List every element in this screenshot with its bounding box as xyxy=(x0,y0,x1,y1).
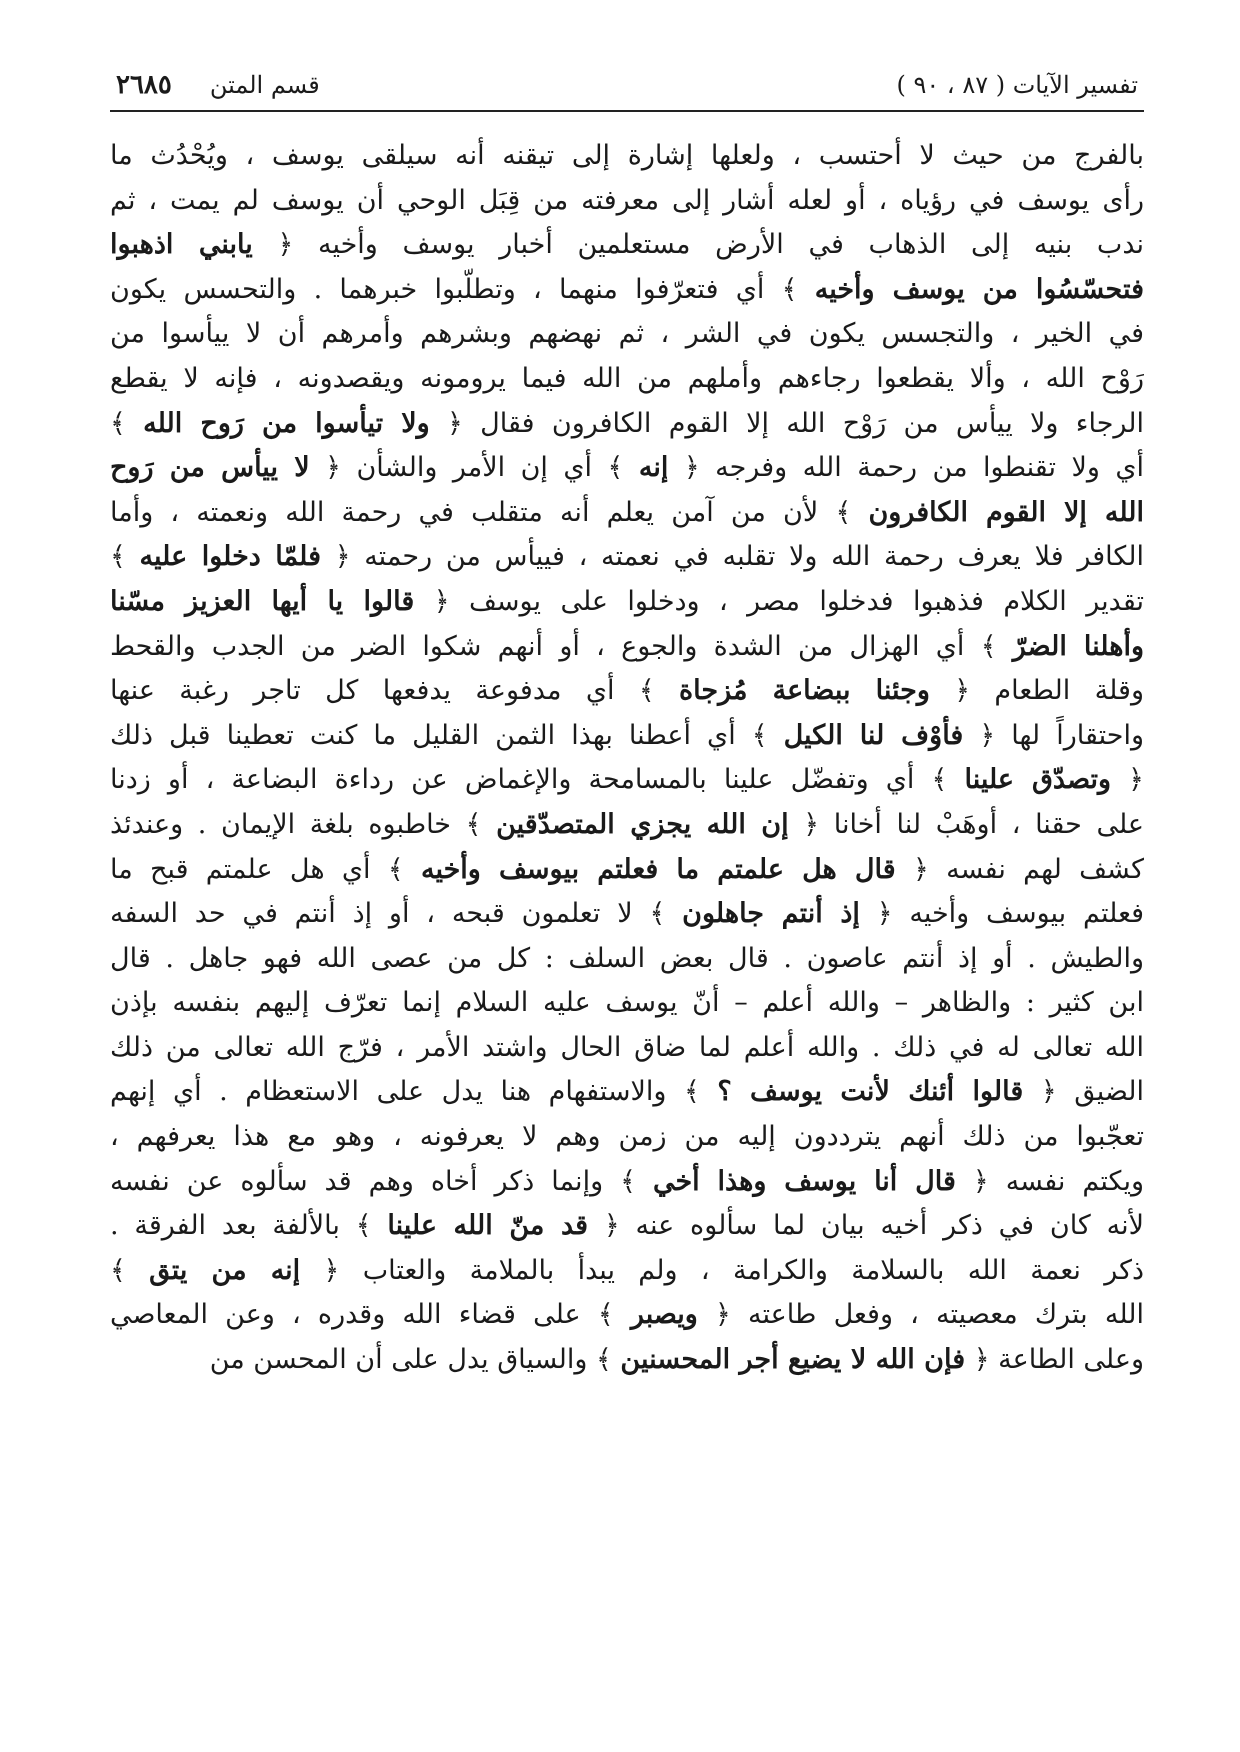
quran-quote: ويصبر xyxy=(630,1299,698,1331)
text-line xyxy=(110,803,1144,848)
commentary-text: فعلتم بيوسف وأخيه ﴿ xyxy=(859,898,1144,930)
quran-quote: قالوا يا أيها العزيز مسّنا xyxy=(110,585,415,617)
commentary-text: ﴾ أي مدفوعة يدفعها كل تاجر رغبة عنها xyxy=(110,675,679,707)
text-line xyxy=(110,1249,1144,1294)
text-line xyxy=(110,892,1144,937)
text-line xyxy=(110,535,1144,580)
commentary-text: الكافر فلا يعرف رحمة الله ولا تقلبه في نعمته ، فييأس من رحمته ﴿ xyxy=(321,541,1144,573)
commentary-text: بالفرج من حيث لا أحتسب ، ولعلها إشارة إلى تيقنه أنه سيلقى يوسف ، ويُحْدُث ما xyxy=(110,140,1144,171)
text-line xyxy=(110,1070,1144,1115)
quran-quote: فإن الله لا يضيع أجر المحسنين xyxy=(620,1344,966,1376)
header-left-group xyxy=(116,70,320,100)
running-header xyxy=(110,70,1144,110)
page-number: ٢٦٨٥ xyxy=(116,70,172,100)
commentary-text: ﴾ أي الهزال من الشدة والجوع ، أو أنهم شكوا الضر من الجدب والقحط xyxy=(110,630,1013,662)
quran-quote: لا ييأس من رَوح xyxy=(110,452,310,484)
text-line xyxy=(110,1293,1144,1338)
commentary-text: وقلة الطعام ﴿ xyxy=(929,675,1144,707)
commentary-text: كشف لهم نفسه ﴿ xyxy=(895,853,1144,885)
commentary-text: ﴿ xyxy=(1111,764,1144,796)
commentary-text: ﴾ لا تعلمون قبحه ، أو إذ أنتم في حد السفه xyxy=(110,898,683,930)
header-rule xyxy=(110,110,1144,112)
commentary-text: ويكتم نفسه ﴿ xyxy=(955,1165,1144,1197)
commentary-text: ﴾ وإنما ذكر أخاه وهم قد سألوه عن نفسه xyxy=(110,1165,653,1197)
text-line xyxy=(110,580,1144,625)
section-label: قسم المتن xyxy=(209,71,320,99)
commentary-text: ﴾ على قضاء الله وقدره ، وعن المعاصي xyxy=(110,1299,631,1331)
quran-quote: قال هل علمتم ما فعلتم بيوسف وأخيه xyxy=(420,853,896,885)
quran-quote: يابني اذهبوا xyxy=(110,229,253,261)
quran-quote: قال أنا يوسف وهذا أخي xyxy=(652,1165,956,1197)
commentary-text: رأى يوسف في رؤياه ، أو لعله أشار إلى معرفته من قِبَل الوحي أن يوسف لم يمت ، ثم xyxy=(110,184,1144,216)
commentary-text: ندب بنيه إلى الذهاب في الأرض مستعلمين أخبار يوسف وأخيه ﴿ xyxy=(252,229,1144,261)
commentary-text: واحتقاراً لها ﴿ xyxy=(963,719,1144,751)
commentary-text: على حقنا ، أوهَبْ لنا أخانا ﴿ xyxy=(788,808,1144,840)
commentary-text: رَوْح الله ، وألا يقطعوا رجاءهم وأملهم من الله فيما يرومونه ويقصدونه ، فإنه لا يقطع xyxy=(110,362,1144,394)
text-line xyxy=(110,669,1144,714)
quran-quote: وتصدّق علينا xyxy=(964,764,1112,796)
text-line xyxy=(110,134,1144,179)
commentary-text: ﴾ xyxy=(110,541,140,573)
text-line xyxy=(110,937,1144,982)
commentary-text: ﴾ بالألفة بعد الفرقة . xyxy=(110,1210,388,1242)
commentary-text: ﴾ أي فتعرّفوا منهما ، وتطلّبوا خبرهما . والتحسس يكون xyxy=(110,273,815,305)
commentary-text: ﴾ أي إن الأمر والشأن ﴿ xyxy=(309,452,639,484)
commentary-text: الله بترك معصيته ، وفعل طاعته ﴿ xyxy=(697,1299,1144,1331)
text-line xyxy=(110,268,1144,313)
text-line xyxy=(110,848,1144,893)
commentary-text: ابن كثير : والظاهر – والله أعلم – أنّ يوسف عليه السلام إنما تعرّف إليهم بنفسه بإذن xyxy=(110,987,1144,1019)
commentary-text: ﴾ خاطبوه بلغة الإيمان . وعندئذ xyxy=(110,808,497,840)
text-line xyxy=(110,446,1144,491)
commentary-text: ﴾ لأن من آمن يعلم أنه متقلب في رحمة الله ونعمته ، وأما xyxy=(110,496,869,528)
commentary-text: ﴾ xyxy=(110,407,144,439)
quran-quote: إن الله يجزي المتصدّقين xyxy=(496,808,789,840)
commentary-text: ﴾ والاستفهام هنا يدل على الاستعظام . أي إنهم xyxy=(110,1076,718,1108)
commentary-text: لأنه كان في ذكر أخيه بيان لما سألوه عنه ﴿ xyxy=(588,1210,1144,1242)
text-line xyxy=(110,1115,1144,1160)
commentary-text: ﴾ xyxy=(110,1254,150,1286)
quran-quote: فلمّا دخلوا عليه xyxy=(139,541,321,573)
quran-quote: وأهلنا الضرّ xyxy=(1012,630,1144,662)
tafsir-text xyxy=(110,134,1144,1383)
text-line xyxy=(110,402,1144,447)
quran-quote: قالوا أئنك لأنت يوسف ؟ xyxy=(717,1076,1024,1108)
text-line xyxy=(110,758,1144,803)
text-line xyxy=(110,1338,1144,1383)
text-line xyxy=(110,357,1144,402)
commentary-text: أي ولا تقنطوا من رحمة الله وفرجه ﴿ xyxy=(668,452,1144,484)
quran-quote: إنه من يتق xyxy=(149,1254,301,1286)
text-line xyxy=(110,312,1144,357)
text-line xyxy=(110,625,1144,670)
quran-quote: إنه xyxy=(638,452,669,484)
commentary-text: ﴾ أي هل علمتم قبح ما xyxy=(110,853,421,885)
commentary-text: ﴾ أي أعطنا بهذا الثمن القليل ما كنت تعطينا قبل ذلك xyxy=(110,719,784,751)
commentary-text: والطيش . أو إذ أنتم عاصون . قال بعض السلف : كل من عصى الله فهو جاهل . قال xyxy=(110,942,1144,974)
commentary-text: الضيق ﴿ xyxy=(1023,1076,1144,1108)
quran-quote: إذ أنتم جاهلون xyxy=(682,898,860,930)
text-line xyxy=(110,1026,1144,1071)
chapter-title: تفسير الآيات ( ٨٧ ، ٩٠ ) xyxy=(896,71,1138,99)
quran-quote: فتحسّسُوا من يوسف وأخيه xyxy=(814,273,1144,305)
commentary-text: تعجّبوا من ذلك أنهم يترددون إليه من زمن وهم لا يعرفونه ، وهو مع هذا يعرفهم ، xyxy=(110,1121,1144,1153)
quran-quote: ولا تيأسوا من رَوح الله xyxy=(143,407,430,439)
commentary-text: ﴾ والسياق يدل على أن المحسن من xyxy=(209,1344,621,1376)
commentary-text: ذكر نعمة الله بالسلامة والكرامة ، ولم يبدأ بالملامة والعتاب ﴿ xyxy=(300,1254,1144,1286)
text-line xyxy=(110,223,1144,268)
commentary-text: في الخير ، والتجسس يكون في الشر ، ثم نهضهم وبشرهم وأمرهم أن لا ييأسوا من xyxy=(110,318,1144,350)
quran-quote: وجئنا ببضاعة مُزجاة xyxy=(679,675,930,707)
text-line xyxy=(110,1204,1144,1249)
quran-quote: الله إلا القوم الكافرون xyxy=(868,496,1144,528)
commentary-text: الرجاء ولا ييأس من رَوْح الله إلا القوم الكافرون فقال ﴿ xyxy=(429,407,1144,439)
quran-quote: قد منّ الله علينا xyxy=(387,1210,589,1242)
commentary-text: ﴾ أي وتفضّل علينا بالمسامحة والإغماض عن رداءة البضاعة ، أو زدنا xyxy=(110,764,965,796)
text-line xyxy=(110,981,1144,1026)
text-line xyxy=(110,179,1144,224)
text-line xyxy=(110,491,1144,536)
text-line xyxy=(110,714,1144,759)
quran-quote: فأوْف لنا الكيل xyxy=(783,719,964,751)
commentary-text: الله تعالى له في ذلك . والله أعلم لما ضاق الحال واشتد الأمر ، فرّج الله تعالى من ذلك xyxy=(110,1031,1144,1063)
commentary-text: تقدير الكلام فذهبوا فدخلوا مصر ، ودخلوا على يوسف ﴿ xyxy=(414,585,1144,617)
commentary-text: وعلى الطاعة ﴿ xyxy=(965,1344,1144,1376)
text-line xyxy=(110,1160,1144,1205)
